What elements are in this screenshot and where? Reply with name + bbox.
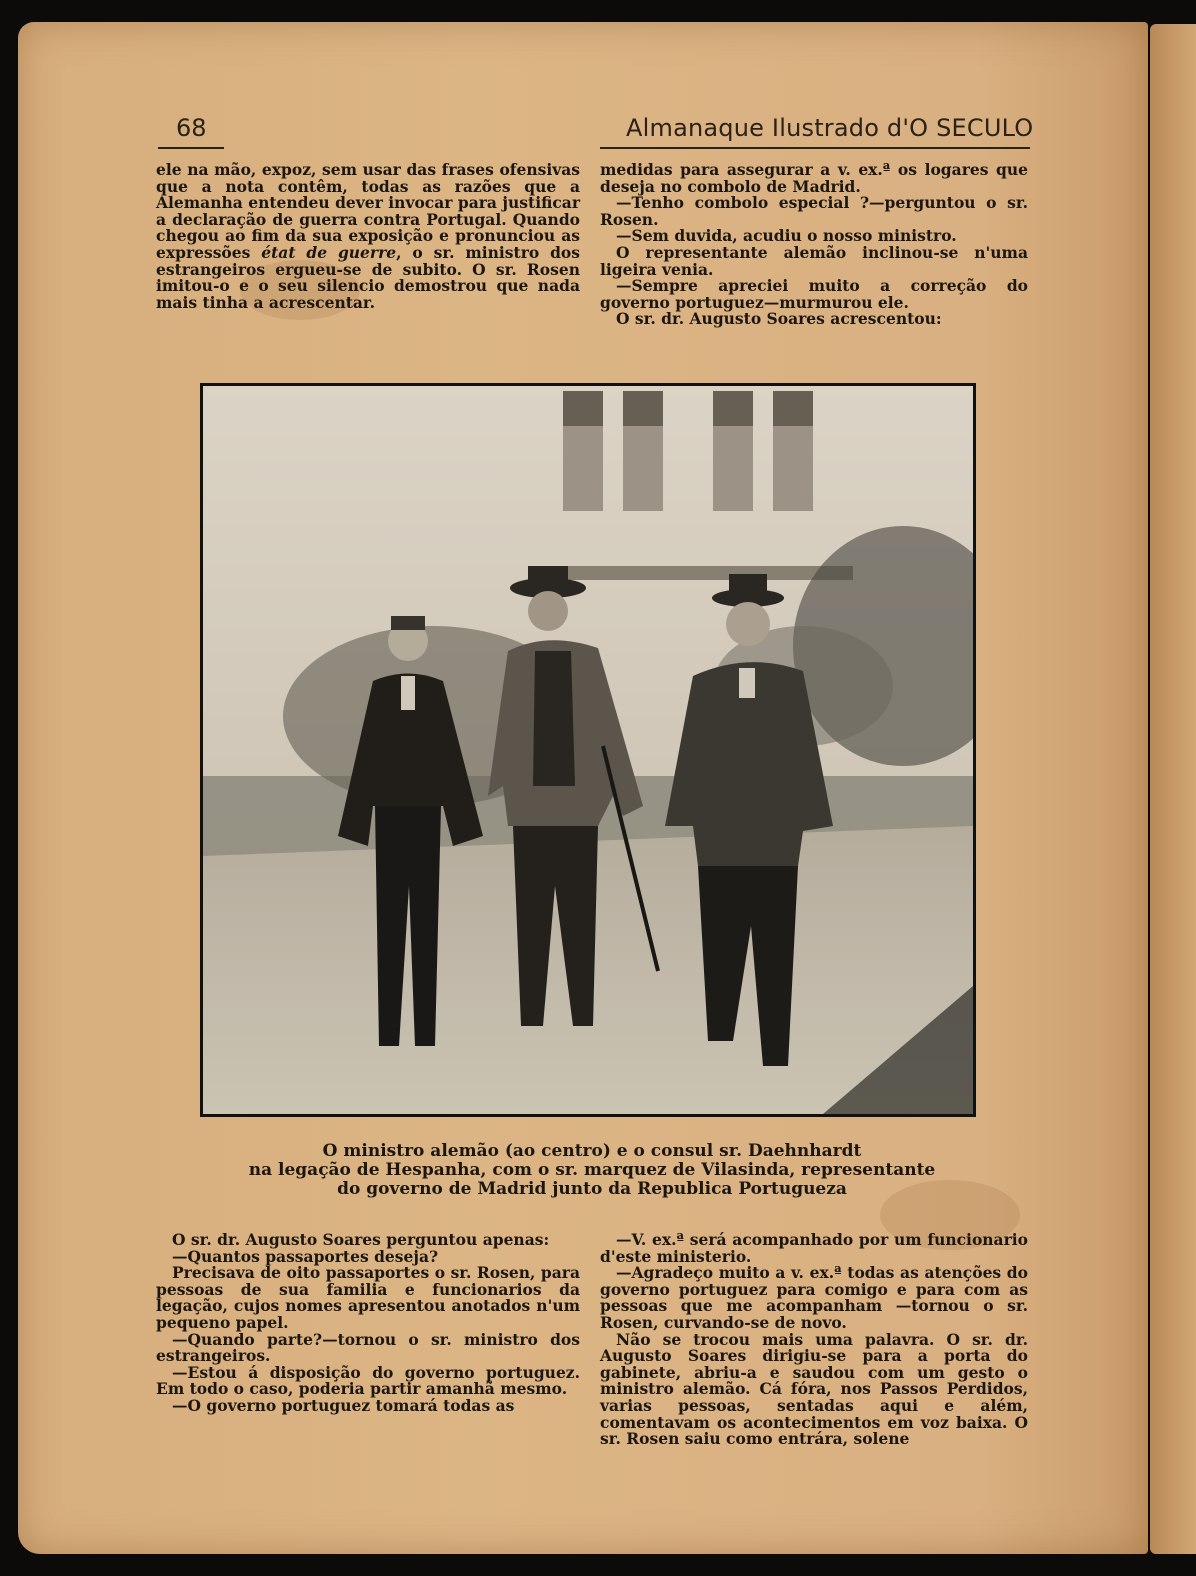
- caption-line: O ministro alemão (ao centro) e o consul sr. Daehnhardt: [322, 1141, 862, 1161]
- paragraph-text: , o sr. ministro dos estrangeiros ergueu-se de subito. O sr. Rosen imitou-o e o seu silencio demostrou que nada mais tinha a acrescentar.: [156, 242, 580, 312]
- text-column-bottom-right: [600, 1232, 1028, 1448]
- halftone-photograph: [200, 383, 976, 1117]
- paragraph: —Sem duvida, acudiu o nosso ministro.: [616, 226, 957, 246]
- text-column-top-left: [156, 162, 580, 311]
- caption-line: na legação de Hespanha, com o sr. marquez de Vilasinda, representante: [248, 1160, 936, 1180]
- paragraph-text: ele na mão, expoz, sem usar das frases ofensivas que a nota contêm, todas as razões que a Alemanha entendeu dever invocar para justificar a declaração de guerra contra Portugal. Quando chegou ao fim da sua exposição e pronunciou as expressões: [156, 160, 580, 262]
- header-rule-right: [600, 147, 1030, 149]
- facing-page-edge: [1150, 24, 1196, 1554]
- text-column-top-right: [600, 162, 1028, 328]
- publication-title: Almanaque Ilustrado d'O SECULO: [626, 114, 1034, 142]
- paragraph: —Quando parte?—tornou o sr. ministro dos estrangeiros.: [156, 1329, 580, 1366]
- paragraph: —Quantos passaportes deseja?: [172, 1246, 439, 1266]
- paragraph: —Tenho combolo especial ?—perguntou o sr. Rosen.: [600, 193, 1028, 229]
- paragraph: O sr. dr. Augusto Soares acrescentou:: [616, 309, 942, 329]
- paragraph: O representante alemão inclinou-se n'uma ligeira venia.: [600, 242, 1028, 279]
- paragraph: —Sempre apreciei muito a correção do governo portuguez—murmurou ele.: [600, 276, 1028, 312]
- photo-caption: [156, 1142, 1028, 1199]
- header-rule-left: [158, 147, 224, 149]
- halftone-overlay: [203, 386, 973, 1114]
- paragraph: —Agradeço muito a v. ex.ª todas as atenções do governo portuguez para comigo e para com as pessoas que me acompanham —tornou o sr. Rosen, curvando-se de novo.: [600, 1263, 1028, 1332]
- paragraph: Não se trocou mais uma palavra. O sr. dr. Augusto Soares dirigiu-se para a porta do gabinete, abriu-a e saudou com um gesto o ministro alemão. Cá fóra, nos Passos Perdidos, varias pessoas, sentadas aqui e além, comentavam os acontecimentos em voz baixa. O sr. Rosen saiu como entrára, solene: [600, 1329, 1028, 1449]
- paragraph: medidas para assegurar a v. ex.ª os logares que deseja no combolo de Madrid.: [600, 160, 1028, 196]
- paragraph: —Estou á disposição do governo portuguez. Em todo o caso, poderia partir amanhã mesmo.: [156, 1362, 580, 1399]
- italic-phrase: état de guerre: [261, 242, 397, 262]
- page-number: 68: [176, 114, 207, 142]
- paragraph: —V. ex.ª será acompanhado por um funcionario d'este ministerio.: [600, 1230, 1028, 1266]
- caption-line: do governo de Madrid junto da Republica Portugueza: [337, 1179, 847, 1199]
- paragraph: O sr. dr. Augusto Soares perguntou apenas:: [172, 1230, 550, 1249]
- photo-illustration: [203, 386, 973, 1114]
- paragraph: Precisava de oito passaportes o sr. Rosen, para pessoas de sua familia e funcionarios da legação, cujos nomes apresentou anotados n'um pequeno papel.: [156, 1263, 580, 1332]
- text-column-bottom-left: [156, 1232, 580, 1415]
- paragraph: —O governo portuguez tomará todas as: [172, 1395, 515, 1415]
